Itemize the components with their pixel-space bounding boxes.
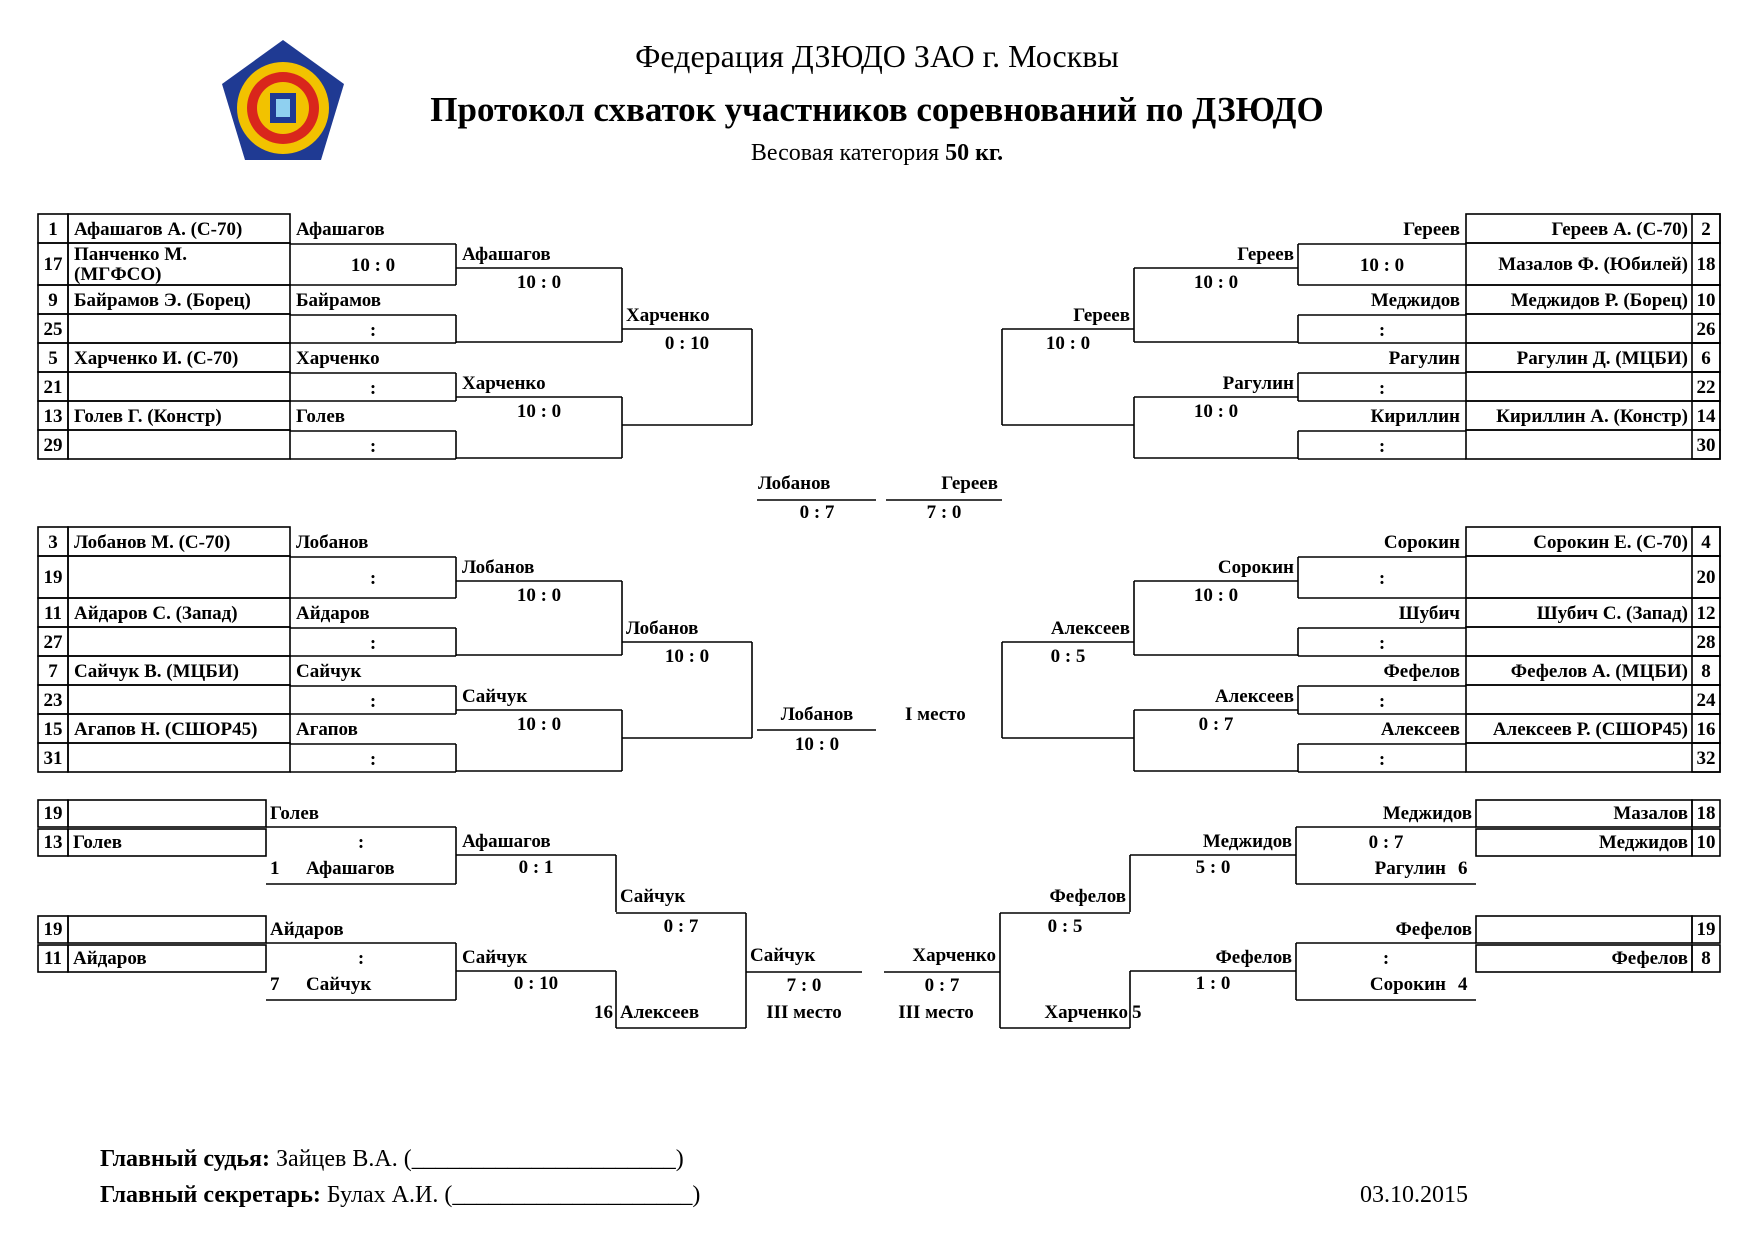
athlete-name: Рагулин (1374, 858, 1446, 879)
r1-winner: Кириллин (1370, 406, 1460, 427)
athlete-name: Голев Г. (Констр) (74, 405, 222, 427)
weight-label: Весовая категория (750, 140, 940, 166)
secretary-line (100, 1182, 700, 1209)
r3-score: 10 : 0 (664, 646, 710, 667)
seed-number: 21 (43, 376, 63, 398)
seed-number: 19 (43, 803, 63, 824)
athlete-name: Айдаров С. (Запад) (74, 602, 238, 624)
seed-number: 1 (270, 858, 280, 879)
r1-score: 10 : 0 (350, 255, 396, 276)
r2-score: 10 : 0 (1193, 585, 1239, 606)
r2-score: 10 : 0 (1193, 272, 1239, 293)
seed-number: 24 (1696, 689, 1716, 711)
r2-winner: Сайчук (462, 686, 528, 707)
r2-score: 10 : 0 (1193, 401, 1239, 422)
seed-number: 19 (1696, 919, 1716, 940)
seed-number: 29 (43, 434, 63, 456)
r2-winner: Алексеев (1214, 686, 1294, 707)
rep-r2-score: 0 : 1 (518, 857, 554, 878)
judge-label: Главный судья: (100, 1146, 271, 1172)
rep-r2-winner: Афашагов (462, 831, 551, 852)
rep-r2-winner: Фефелов (1215, 947, 1292, 968)
r2-winner: Гереев (1237, 244, 1294, 265)
name-cell (68, 556, 290, 598)
r1-score: : (369, 632, 377, 654)
rep-r1-winner: Меджидов (1382, 803, 1472, 824)
r1-winner: Меджидов (1370, 290, 1460, 311)
r1-score: : (369, 748, 377, 770)
athlete-name: Алексеев Р. (СШОР45) (1492, 718, 1688, 740)
name-cell (68, 627, 290, 656)
final-score: 10 : 0 (794, 734, 840, 755)
seed-number: 7 (48, 660, 58, 682)
r3-winner: Алексеев (1050, 618, 1130, 639)
seed-number: 30 (1696, 434, 1716, 456)
seed-number: 7 (270, 974, 280, 995)
r1-score: : (1378, 568, 1386, 589)
seed-number: 23 (43, 689, 63, 711)
bronze-score: 0 : 7 (924, 975, 960, 996)
athlete-name: Мазалов Ф. (Юбилей) (1498, 254, 1688, 275)
r1-score: : (1378, 377, 1386, 399)
rep-r2-winner: Меджидов (1202, 831, 1292, 852)
name-cell (1466, 372, 1720, 401)
seed-number: 4 (1701, 531, 1711, 553)
page-title: Протокол схваток участников соревнований по ДЗЮДО (430, 90, 1324, 129)
judge-line (100, 1146, 684, 1173)
seed-number: 26 (1696, 318, 1716, 340)
rep-r2-score: 5 : 0 (1195, 857, 1231, 878)
seed-number: 31 (43, 747, 63, 769)
name-cell (68, 800, 266, 827)
r2-winner: Лобанов (462, 557, 535, 578)
r1-score: : (1378, 632, 1386, 654)
r1-winner: Байрамов (296, 290, 382, 311)
r1-winner: Агапов (296, 719, 358, 740)
seed-number: 12 (1696, 602, 1716, 624)
seed-number: 5 (48, 347, 58, 369)
athlete-name: Меджидов Р. (Борец) (1510, 289, 1688, 311)
r3-winner: Харченко (626, 305, 710, 326)
r1-winner: Алексеев (1380, 719, 1460, 740)
seed-number: 14 (1696, 405, 1716, 427)
semi-score: 7 : 0 (926, 502, 962, 523)
judge-name: Зайцев В.А. (______________________) (276, 1146, 684, 1172)
r1-score: : (1378, 748, 1386, 770)
semi-winner: Гереев (941, 473, 998, 494)
seed-number: 13 (43, 832, 63, 853)
athlete-name: Лобанов М. (С-70) (74, 531, 231, 553)
r2-score: 10 : 0 (516, 401, 562, 422)
r3-score: 0 : 5 (1050, 646, 1086, 667)
rep-r2-score: 0 : 10 (513, 973, 559, 994)
athlete-name: Харченко И. (С-70) (74, 347, 239, 369)
athlete-name: Сорокин (1369, 974, 1446, 995)
r1-winner: Лобанов (296, 532, 369, 553)
name-cell (1466, 430, 1720, 459)
athlete-name: Сайчук В. (МЦБИ) (74, 660, 239, 682)
r2-winner: Харченко (462, 373, 546, 394)
seed-number: 11 (44, 602, 62, 624)
r3-score: 0 : 10 (664, 333, 710, 354)
rep-r1-winner: Айдаров (270, 919, 344, 940)
r2-score: 10 : 0 (516, 272, 562, 293)
semi-winner: Лобанов (758, 473, 831, 494)
r2-score: 0 : 7 (1198, 714, 1234, 735)
athlete-name: Рагулин Д. (МЦБИ) (1516, 347, 1688, 369)
rep-r1-winner: Голев (270, 803, 320, 824)
protocol-date: 03.10.2015 (1360, 1182, 1468, 1208)
seed-number: 13 (43, 405, 63, 427)
athlete-name: Харченко (1044, 1002, 1128, 1023)
rep-r3-winner: Фефелов (1049, 886, 1126, 907)
seed-number: 15 (43, 718, 63, 740)
seed-number: 18 (1696, 254, 1716, 275)
seed-number: 6 (1458, 858, 1468, 879)
seed-number: 4 (1458, 974, 1468, 995)
rep-r1-score: 0 : 7 (1368, 832, 1404, 853)
rep-r2-score: 1 : 0 (1195, 973, 1231, 994)
rep-r3-score: 0 : 7 (663, 916, 699, 937)
name-cell (68, 372, 290, 401)
seed-number: 2 (1701, 218, 1711, 240)
seed-number: 19 (43, 567, 63, 588)
seed-number: 19 (43, 919, 63, 940)
seed-number: 27 (43, 631, 63, 653)
r1-score: : (1378, 690, 1386, 712)
seed-number: 9 (48, 289, 58, 311)
final-place: I место (905, 704, 966, 725)
seed-number: 8 (1701, 948, 1711, 969)
r2-winner: Афашагов (462, 244, 551, 265)
r1-score: 10 : 0 (1359, 255, 1405, 276)
r1-score: : (369, 377, 377, 399)
athlete-name: Кириллин А. (Констр) (1496, 405, 1688, 427)
secretary-label: Главный секретарь: (100, 1182, 321, 1208)
name-cell (68, 430, 290, 459)
r1-score: : (1378, 435, 1386, 457)
r1-winner: Афашагов (296, 219, 385, 240)
r2-winner: Сорокин (1217, 557, 1294, 578)
r1-winner: Айдаров (296, 603, 370, 624)
r2-score: 10 : 0 (516, 714, 562, 735)
name-cell (1476, 916, 1692, 943)
seed-number: 28 (1696, 631, 1716, 653)
athlete-name: Фефелов А. (МЦБИ) (1510, 660, 1688, 682)
r1-score: : (369, 319, 377, 341)
athlete-name: Панченко М. (74, 244, 187, 265)
bronze-winner: Харченко (912, 945, 996, 966)
name-cell (1466, 685, 1720, 714)
name-cell (68, 916, 266, 943)
r3-score: 10 : 0 (1045, 333, 1091, 354)
athlete-name: Агапов Н. (СШОР45) (74, 718, 258, 740)
weight-value: 50 кг. (945, 140, 1004, 166)
r2-score: 10 : 0 (516, 585, 562, 606)
bronze-place: III место (766, 1002, 842, 1023)
rep-r1-score: : (1382, 948, 1390, 969)
r1-score: : (369, 690, 377, 712)
r1-winner: Голев (296, 406, 346, 427)
r1-winner: Сайчук (296, 661, 362, 682)
seed-number: 5 (1132, 1002, 1142, 1023)
name-cell (1466, 556, 1720, 598)
seed-number: 10 (1696, 289, 1716, 311)
name-cell (1466, 743, 1720, 772)
seed-number: 16 (1696, 718, 1716, 740)
name-cell (1466, 314, 1720, 343)
athlete-name: Алексеев (620, 1002, 700, 1023)
r1-score: : (369, 568, 377, 589)
secretary-name: Булах А.И. (____________________) (326, 1182, 701, 1208)
rep-r1-winner: Фефелов (1395, 919, 1472, 940)
seed-number: 6 (1701, 347, 1711, 369)
final-winner: Лобанов (780, 704, 854, 725)
seed-number: 22 (1696, 376, 1716, 398)
seed-number: 1 (48, 218, 58, 240)
r1-winner: Шубич (1398, 603, 1460, 624)
athlete-name: Айдаров (73, 948, 147, 969)
seed-number: 32 (1696, 747, 1716, 769)
athlete-name: Байрамов Э. (Борец) (74, 289, 251, 311)
athlete-name: Гереев А. (С-70) (1551, 218, 1688, 240)
athlete-name: Голев (73, 832, 123, 853)
bronze-place: III место (898, 1002, 974, 1023)
federation-name: Федерация ДЗЮДО ЗАО г. Москвы (635, 38, 1119, 74)
seed-number: 10 (1696, 832, 1716, 853)
semi-score: 0 : 7 (799, 502, 835, 523)
r1-winner: Фефелов (1383, 661, 1460, 682)
rep-r1-score: : (357, 832, 365, 853)
rep-r3-winner: Сайчук (620, 886, 686, 907)
athlete-name: Афашагов (306, 858, 395, 879)
name-cell (68, 314, 290, 343)
seed-number: 11 (44, 948, 62, 969)
rep-r3-score: 0 : 5 (1047, 916, 1083, 937)
r3-winner: Гереев (1073, 305, 1130, 326)
r1-winner: Гереев (1403, 219, 1460, 240)
athlete-name: Сайчук (306, 974, 372, 995)
r1-score: : (369, 435, 377, 457)
r1-winner: Сорокин (1383, 532, 1460, 553)
athlete-club: (МГФСО) (74, 264, 162, 285)
r1-score: : (1378, 319, 1386, 341)
athlete-name: Меджидов (1598, 832, 1688, 853)
seed-number: 8 (1701, 660, 1711, 682)
name-cell (68, 743, 290, 772)
athlete-name: Мазалов (1613, 803, 1688, 824)
name-cell (68, 685, 290, 714)
r2-winner: Рагулин (1222, 373, 1294, 394)
seed-number: 16 (594, 1002, 613, 1023)
r3-winner: Лобанов (626, 618, 699, 639)
athlete-name: Сорокин Е. (С-70) (1533, 531, 1688, 553)
bronze-score: 7 : 0 (786, 975, 822, 996)
athlete-name: Фефелов (1611, 948, 1688, 969)
seed-number: 3 (48, 531, 58, 553)
r1-winner: Харченко (296, 348, 380, 369)
seed-number: 25 (43, 318, 63, 340)
athlete-name: Афашагов А. (С-70) (74, 218, 243, 240)
athlete-name: Шубич С. (Запад) (1536, 602, 1688, 624)
seed-number: 20 (1696, 567, 1716, 588)
rep-r2-winner: Сайчук (462, 947, 528, 968)
r1-winner: Рагулин (1388, 348, 1460, 369)
seed-number: 17 (43, 254, 63, 275)
rep-r1-score: : (357, 948, 365, 969)
bronze-winner: Сайчук (750, 945, 816, 966)
seed-number: 18 (1696, 803, 1716, 824)
name-cell (1466, 627, 1720, 656)
